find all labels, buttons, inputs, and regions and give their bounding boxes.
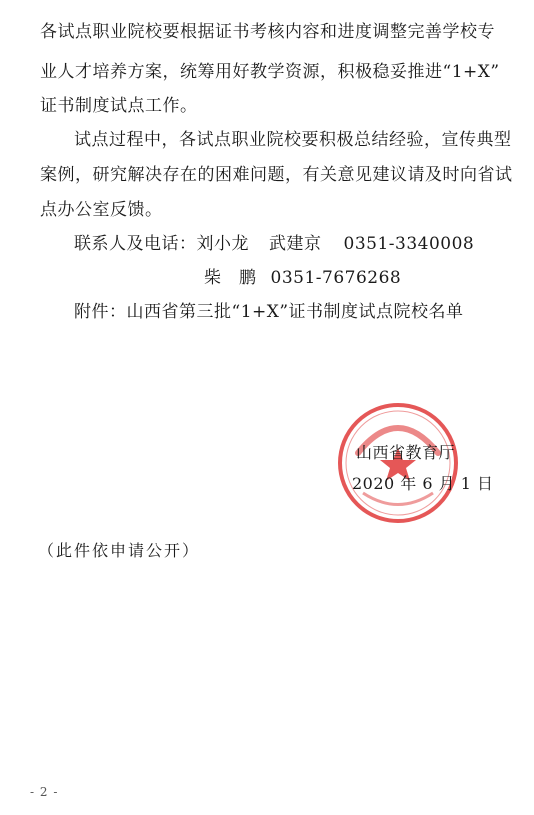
issuing-organization: 山西省教育厅 (356, 443, 456, 462)
contact-person-2: 武建京 (269, 234, 322, 254)
contact-phone-1: 0351-3340008 (343, 234, 475, 254)
official-seal-stamp (333, 398, 463, 528)
contact-line-2 (204, 268, 401, 288)
body-line-1: 各试点职业院校要根据证书考核内容和进度调整完善学校专 (40, 22, 495, 42)
contact-person-1: 刘小龙 (196, 234, 249, 254)
contact-label: 联系人及电话： (74, 234, 197, 254)
body-line-6: 点办公室反馈。 (40, 200, 163, 220)
body-line-3: 证书制度试点工作。 (40, 96, 198, 116)
attachment-line: 附件：山西省第三批“1+X”证书制度试点院校名单 (74, 302, 464, 322)
body-line-5: 案例，研究解决存在的困难问题，有关意见建议请及时向省试 (40, 165, 513, 185)
body-line-4: 试点过程中，各试点职业院校要积极总结经验，宣传典型 (74, 130, 512, 150)
body-line-2: 业人才培养方案，统筹用好教学资源，积极稳妥推进“1+X” (40, 62, 500, 82)
contact-phone-2: 0351-7676268 (270, 268, 402, 288)
contact-person-3: 柴 鹏 (204, 268, 257, 288)
contact-line-1 (74, 234, 474, 254)
disclosure-note: （此件依申请公开） (38, 541, 201, 560)
issue-date: 2020 年 6 月 1 日 (352, 474, 494, 493)
page-number: - 2 - (30, 785, 59, 799)
